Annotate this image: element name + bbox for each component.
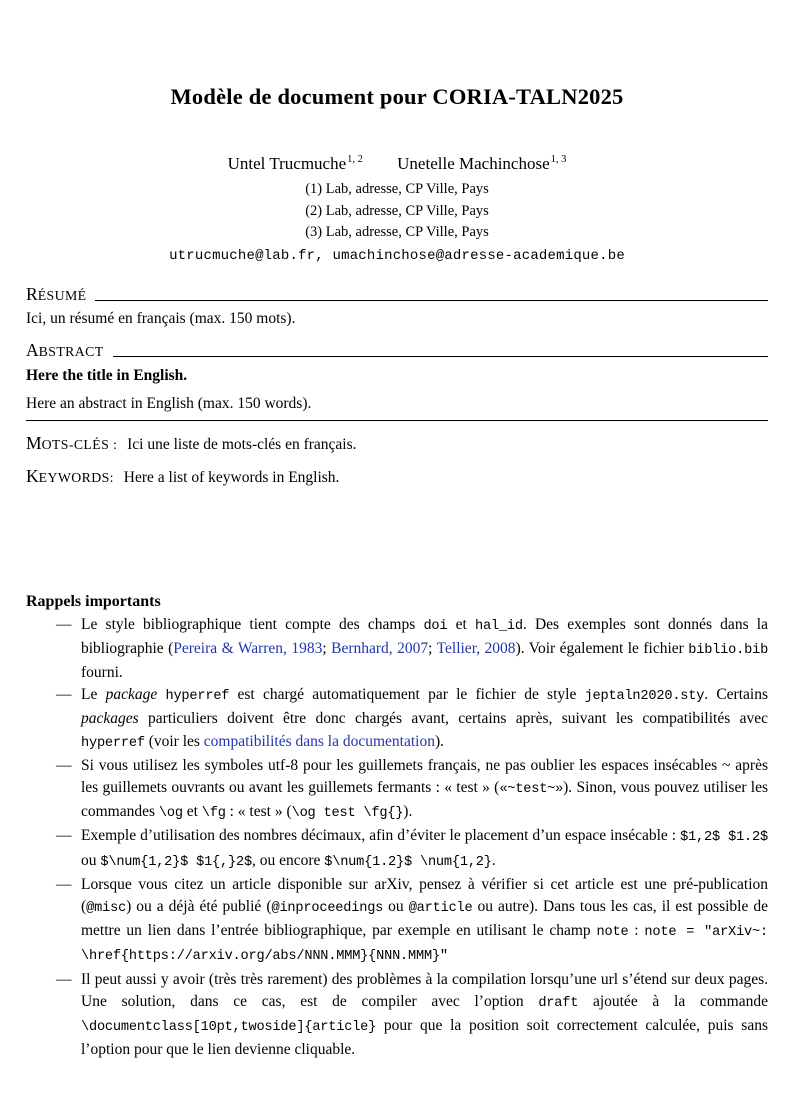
text-span: fourni. [81, 663, 123, 681]
text-span: ou [81, 851, 101, 869]
item-dash-marker: — [56, 756, 72, 774]
affiliation-3: (3) Lab, adresse, CP Ville, Pays [305, 224, 489, 240]
mots-cles-text: Ici une liste de mots-clés en français. [127, 435, 357, 453]
code-span: @inproceedings [271, 900, 384, 916]
item-dash-marker: — [56, 615, 72, 633]
item-text [81, 757, 768, 820]
list-item [26, 874, 768, 969]
text-span: ajoutée à la commande [578, 992, 768, 1010]
english-abstract: Here an abstract in English (max. 150 words). [26, 394, 312, 412]
affiliation-2: (2) Lab, adresse, CP Ville, Pays [305, 202, 489, 219]
code-span: draft [538, 995, 579, 1011]
text-span: Il peut aussi y avoir (très très rarement) des problèmes à la compilation lorsqu’une url s’étend sur deux pages. Une solution, dans ce cas, est de compiler avec l’option [81, 970, 768, 1010]
heading-rule [95, 300, 768, 301]
text-span: ou autre). Dans tous les cas, il est possible de mettre un lien dans l’entrée bibliographique, par exemple en utilisant le champ [81, 897, 769, 940]
text-span: ). Voir également le fichier [515, 639, 689, 657]
abstract-label-initial: A [26, 339, 39, 360]
code-span: biblio.bib [688, 642, 769, 658]
item-dash-marker: — [56, 970, 72, 988]
english-title: Here the title in English. [26, 366, 188, 384]
item-text [81, 827, 768, 868]
citation-link[interactable]: Tellier, 2008 [436, 639, 516, 657]
code-span: «~test~» [499, 781, 564, 797]
code-span: hal_id [475, 618, 523, 634]
author-1-name: Untel Trucmuche [227, 154, 347, 173]
keywords-label-rest: EYWORDS: [38, 469, 114, 485]
reminders-section [26, 593, 768, 1062]
code-span: \og [158, 806, 183, 822]
text-span: Le style bibliographique tient compte des champs [81, 615, 424, 633]
author-2-affiliation-sup: 1, 3 [550, 154, 567, 166]
item-dash-marker: — [56, 827, 72, 845]
keywords-line [26, 466, 768, 487]
code-span: @misc [86, 900, 127, 916]
item-text [81, 876, 768, 964]
author-1-affiliation-sup: 1, 2 [347, 154, 363, 166]
heading-rule [113, 356, 768, 357]
affiliations-block [26, 179, 768, 244]
reminders-list [26, 614, 768, 1062]
code-span: hyperref [81, 735, 145, 751]
code-span: $1,2$ $1.2$ [680, 830, 768, 846]
text-span: Le [81, 686, 106, 704]
citation-link[interactable]: Pereira & Warren, 1983 [173, 639, 323, 657]
list-item [26, 969, 768, 1062]
item-text [81, 971, 768, 1059]
resume-heading [26, 284, 768, 305]
item-dash-marker: — [56, 875, 72, 893]
list-item [26, 825, 768, 873]
text-span: et [182, 803, 202, 821]
code-span: \og test \fg{} [291, 806, 404, 822]
resume-label-rest: ÉSUMÉ [37, 287, 87, 303]
text-span: ). [434, 732, 444, 750]
text-span: Si vous utilisez les symboles utf-8 pour les guillemets français, ne pas oublier les espaces insécables ~ après les guillemets ouvrants ou avant les guillemets fermants : « test » ( [81, 756, 768, 796]
affiliation-1: (1) Lab, adresse, CP Ville, Pays [305, 181, 489, 197]
text-span: ). Sinon, vous pouvez utiliser les commandes [81, 778, 769, 821]
author-2-name: Unetelle Machinchose [397, 154, 550, 173]
text-span: pour que la position soit correctement calculée, puis sans l’option pour que le lien devienne cliquable. [81, 1016, 768, 1059]
author-2 [397, 154, 566, 173]
abstract-label [26, 340, 104, 361]
hyperlink[interactable]: compatibilités dans la documentation [203, 732, 435, 750]
code-span: hyperref [165, 689, 230, 705]
paper-title: Modèle de document pour CORIA-TALN2025 [170, 84, 624, 109]
code-span: note [596, 925, 629, 941]
keywords-text: Here a list of keywords in English. [123, 468, 340, 486]
text-span: ; [322, 639, 332, 657]
text-span: et [447, 615, 475, 633]
list-item [26, 684, 768, 755]
text-span: . [491, 851, 496, 869]
code-span: jeptaln2020.sty [584, 689, 705, 705]
resume-label [26, 284, 86, 305]
abstract-block [26, 284, 768, 487]
text-span: . Certains [704, 686, 768, 704]
code-span: note = "arXiv~: \href{https://arxiv.org/abs/NNN.MMM}{NNN.MMM}" [81, 925, 768, 965]
emphasis-text: package [105, 686, 158, 704]
keywords-label-initial: K [26, 465, 39, 486]
mots-cles-label-initial: M [26, 432, 42, 453]
text-span: ). [403, 803, 413, 821]
text-span: . Des exemples sont donnés dans la bibliographie ( [81, 615, 768, 657]
text-span: particuliers doivent être donc chargés avant, certains après, suivant les compatibilités avec [138, 710, 768, 728]
code-span: doi [423, 618, 448, 634]
mots-cles-label-rest: OTS-CLÉS : [41, 436, 118, 452]
list-item [26, 614, 768, 685]
text-span: ) ou a déjà été publié ( [126, 897, 272, 915]
citation-link[interactable]: Bernhard, 2007 [331, 639, 429, 657]
resume-label-initial: R [26, 283, 38, 304]
text-span: : [628, 922, 645, 940]
text-span: est chargé automatiquement par le fichier de style [229, 686, 585, 704]
code-span: \documentclass[10pt,twoside]{article} [81, 1019, 377, 1035]
code-span: \fg [201, 806, 226, 822]
code-span: $\num{1,2}$ $1{,}2$ [100, 854, 252, 870]
author-emails: utrucmuche@lab.fr, umachinchose@adresse-academique.be [169, 247, 625, 264]
text-span: Exemple d’utilisation des nombres décimaux, afin d’éviter le placement d’un espace insécable : [81, 827, 681, 845]
keywords-label [26, 465, 114, 486]
authors-line [26, 154, 768, 174]
list-item [26, 755, 768, 826]
reminders-heading: Rappels importants [26, 592, 161, 610]
code-span: $\num{1.2}$ \num{1,2} [324, 854, 492, 870]
mots-cles-label [26, 432, 118, 453]
resume-text: Ici, un résumé en français (max. 150 mots). [26, 309, 296, 327]
author-1 [228, 154, 363, 173]
item-dash-marker: — [56, 686, 72, 704]
text-span: ; [428, 639, 437, 657]
emphasis-text: packages [81, 710, 139, 728]
horizontal-rule [26, 420, 768, 421]
text-span: Lorsque vous citez un article disponible sur arXiv, pensez à vérifier si cet article est une pré-publication ( [81, 875, 768, 915]
text-span: (voir les [144, 732, 204, 750]
mots-cles-line [26, 433, 768, 454]
text-span: ou [383, 897, 409, 915]
item-text [81, 616, 768, 681]
text-span: , ou encore [251, 851, 325, 869]
text-span: : « test » ( [225, 803, 292, 821]
abstract-label-rest: BSTRACT [38, 343, 104, 359]
code-span: @article [408, 900, 473, 916]
item-text [81, 686, 768, 749]
abstract-heading [26, 340, 768, 361]
